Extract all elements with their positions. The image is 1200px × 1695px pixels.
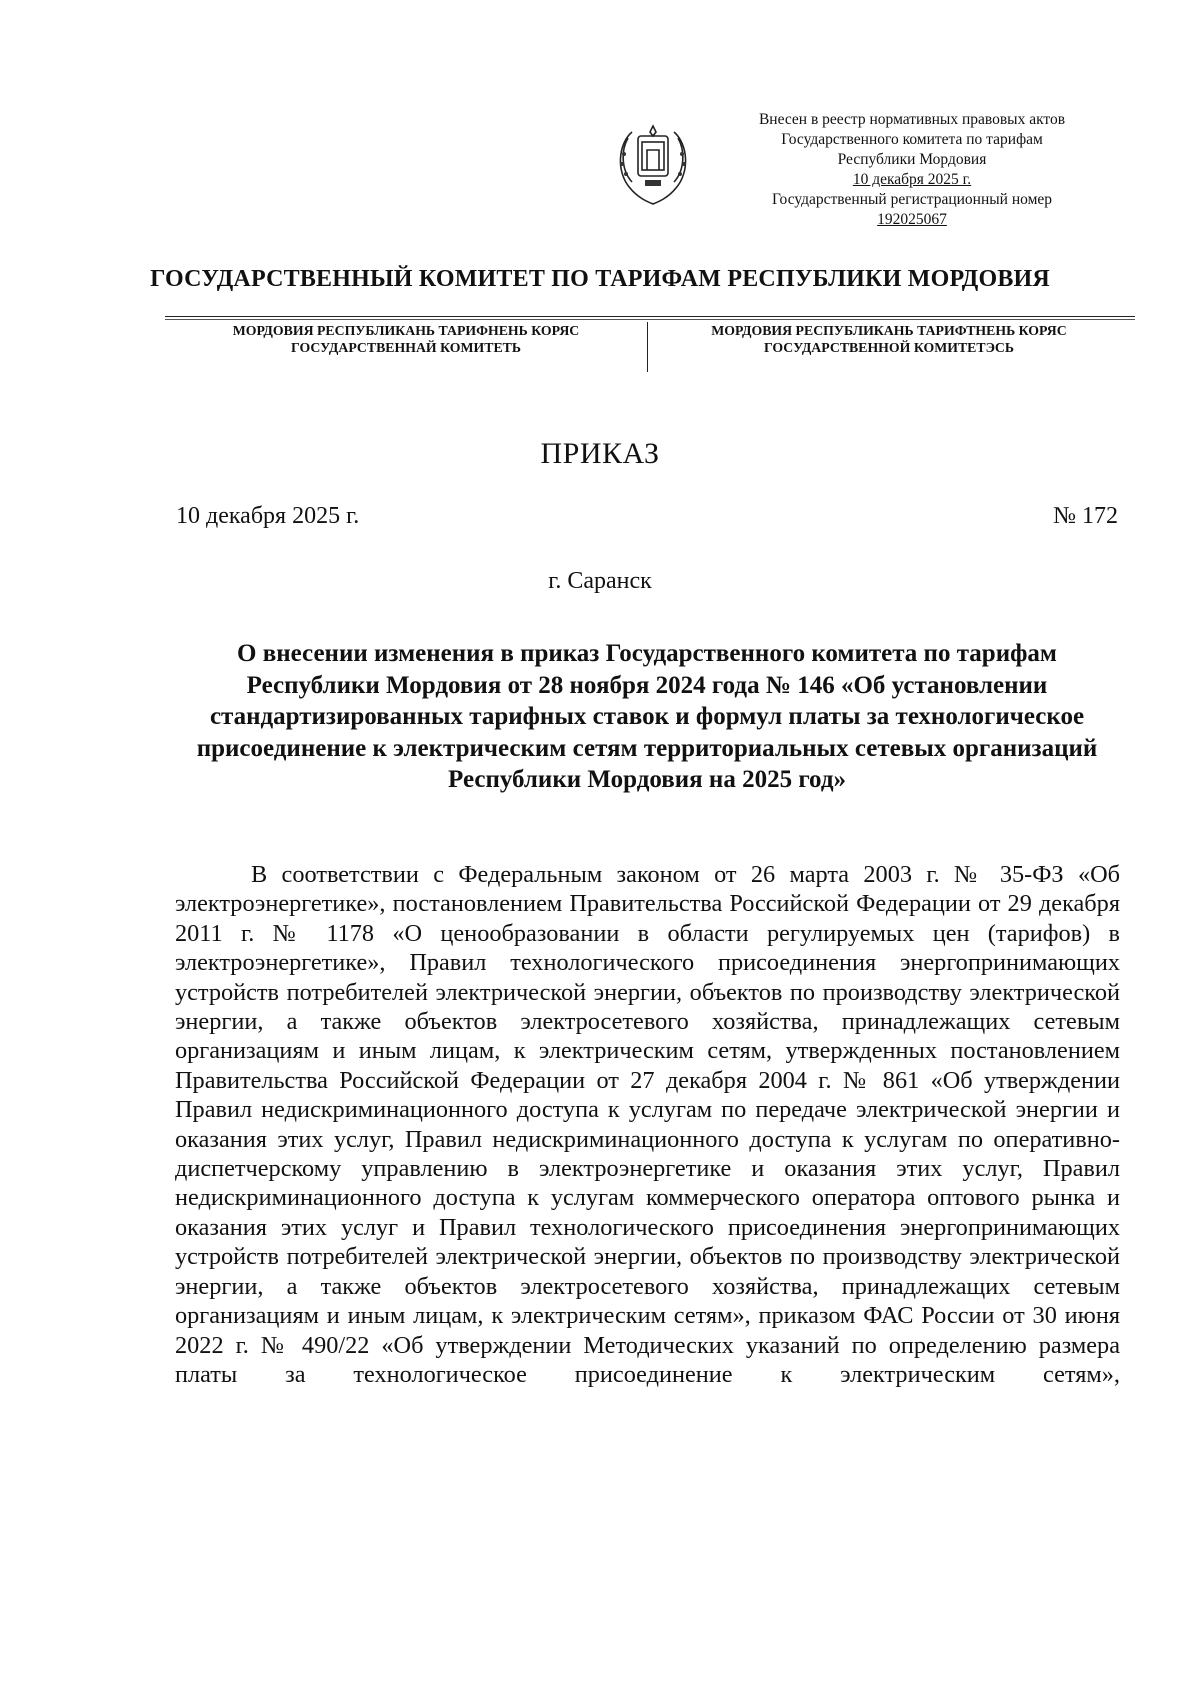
coat-of-arms-icon [612,114,694,206]
document-heading: О внесении изменения в приказ Государственного комитета по тарифам Республики Мордовия от 28 ноября 2024 года № 146 «Об установлении стандартизированных тарифных ставок и формул платы за технологическое присоединение к электрическим сетям территориальных сетевых организаций Республики Мордовия на 2025 год» [196,640,1098,793]
committee-name-line: МОРДОВИЯ РЕСПУБЛИКАНЬ ТАРИФТНЕНЬ КОРЯС [711,323,1067,338]
registry-number-label: Государственный регистрационный номер [771,191,1053,208]
document-type: ПРИКАЗ [540,437,660,470]
committee-name-erzya [655,322,1123,356]
committee-name-moksha [175,322,637,356]
document-number: № 172 [1053,503,1118,529]
registry-date: 10 декабря 2025 г. [852,171,972,188]
committee-name-line: МОРДОВИЯ РЕСПУБЛИКАНЬ ТАРИФНЕНЬ КОРЯС [232,323,580,338]
registry-number: 192025067 [877,211,947,228]
registry-line: Республики Мордовия [837,151,987,168]
committee-name-line: ГОСУДАРСТВЕННОЙ КОМИТЕТЭСЬ [763,340,1015,355]
document-body [175,860,1120,1389]
body-paragraph: В соответствии с Федеральным законом от 26 марта 2003 г. № 35-ФЗ «Об электроэнергетике», постановлением Правительства Российской Федерации от 29 декабря 2011 г. № 1178 «О ценообразовании в области регулируемых цен (тарифов) в электроэнергетике», Правил технологического присоединения энергопринимающих устройств потребителей электрической энергии, объектов по производству электрической энергии, а также объектов электросетевого хозяйства, принадлежащих сетевым организациям и иным лицам, к электрическим сетям, утвержденных постановлением Правительства Российской Федерации от 27 декабря 2004 г. № 861 «Об утверждении Правил недискриминационного доступа к услугам по передаче электрической энергии и оказания этих услуг, Правил недискриминационного доступа к услугам по оперативно-диспетчерскому управлению в электроэнергетике и оказания этих услуг, Правил недискриминационного доступа к услугам коммерческого оператора оптового рынка и оказания этих услуг и Правил технологического присоединения энергопринимающих устройств потребителей электрической энергии, объектов по производству электрической энергии, а также объектов электросетевого хозяйства, принадлежащих сетевым организациям и иным лицам, к электрическим сетям», приказом ФАС России от 30 июня 2022 г. № 490/22 «Об утверждении Методических указаний по определению размера платы за технологическое присоединение к электрическим сетям», [175,861,1120,1388]
document-city: г. Саранск [548,568,652,594]
header-divider [165,316,1135,317]
document-date: 10 декабря 2025 г. [176,503,360,529]
registry-line: Внесен в реестр нормативных правовых актов [758,111,1066,128]
registry-stamp [712,110,1112,230]
committee-title: ГОСУДАРСТВЕННЫЙ КОМИТЕТ ПО ТАРИФАМ РЕСПУБЛИКИ МОРДОВИЯ [150,266,1050,292]
column-separator [647,322,648,372]
committee-name-line: ГОСУДАРСТВЕННАЙ КОМИТЕТЬ [291,340,521,355]
header-divider-secondary [165,319,1135,320]
registry-line: Государственного комитета по тарифам [781,131,1043,148]
